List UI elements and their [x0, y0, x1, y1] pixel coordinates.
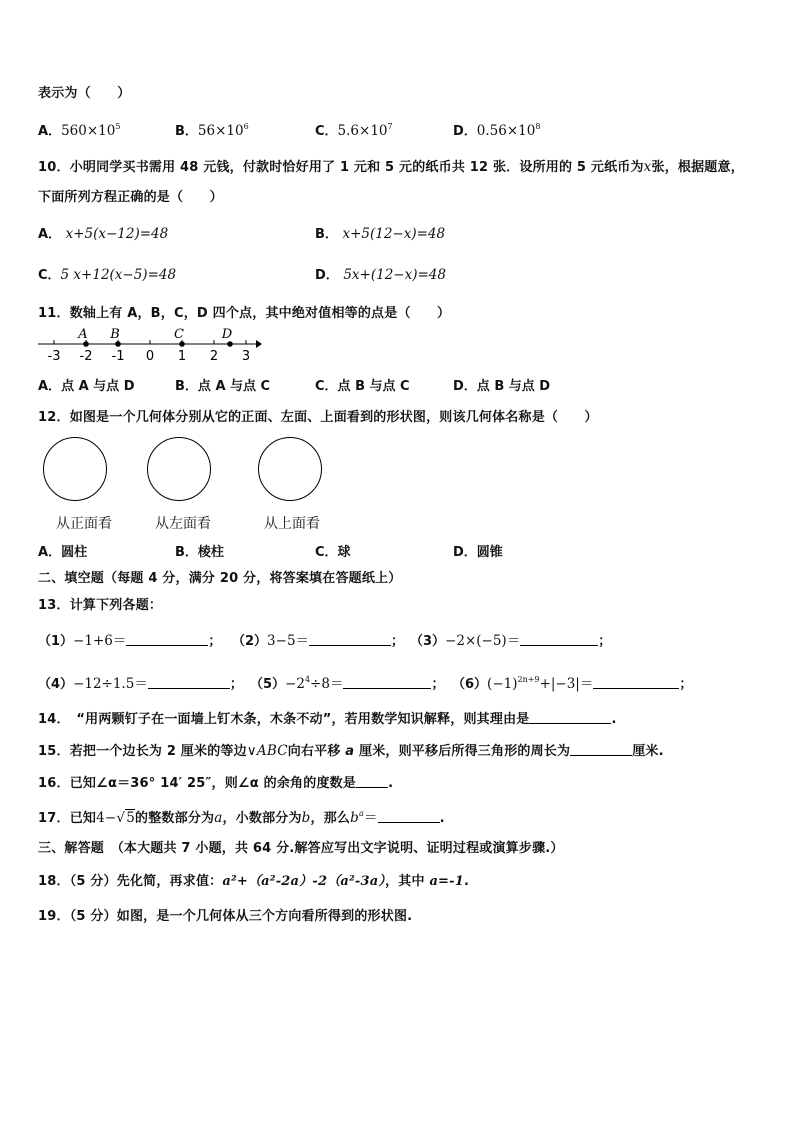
number-line-tick-label: 0 [145, 349, 155, 364]
answer-blank[interactable] [529, 712, 611, 724]
section-2-heading: 二、填空题（每题 4 分，满分 20 分，将答案填在答题纸上） [38, 571, 402, 586]
q12-option-b: B．棱柱 [175, 545, 224, 560]
q11-option-b: B．点 A 与点 C [175, 379, 271, 394]
number-line-point-label: A [78, 327, 88, 342]
q12-option-d: D．圆锥 [453, 545, 503, 560]
answer-blank[interactable] [309, 634, 391, 646]
left-view-circle [147, 437, 211, 501]
q9-stem-tail: 表示为（ ） [38, 86, 131, 101]
number-line [34, 324, 264, 366]
left-view-caption: 从左面看 [155, 516, 211, 532]
front-view-circle [43, 437, 107, 501]
q17: 17．已知4−√5的整数部分为a，小数部分为b，那么$b^a=$ . [38, 809, 445, 826]
q11-option-c: C．点 B 与点 C [315, 379, 410, 394]
q12-option-a: A．圆柱 [38, 545, 88, 560]
q19: 19．（5 分）如图，是一个几何体从三个方向看所得到的形状图. [38, 909, 413, 924]
q13-item-3: （3）−2×(−5)＝ ； [410, 633, 612, 649]
answer-blank[interactable] [343, 677, 431, 689]
q13-item-5: $(5)-2^4\div 8=$ ； [250, 675, 445, 692]
q9-option-d: D．$0.56\times 10^8$ [453, 122, 541, 139]
answer-blank[interactable] [520, 634, 598, 646]
q10-option-d: D． 5x+(12−x)=48 [315, 267, 446, 283]
number-line-tick-label: -3 [47, 349, 61, 364]
q13-item-2: （2）3−5＝ ； [232, 633, 405, 649]
section-3-heading: 三、解答题 （本大题共 7 小题，共 64 分.解答应写出文字说明、证明过程或演算步骤.） [38, 841, 564, 856]
number-line-point-label: C [174, 327, 184, 342]
q10-stem-line1: 10．小明同学买书需用 48 元钱，付款时恰好用了 1 元和 5 元的纸币共 12 张．设所用的 5 元纸币为x张，根据题意， [38, 159, 744, 175]
number-line-tick-label: 2 [209, 349, 219, 364]
q12-option-c: C．球 [315, 545, 351, 560]
top-view-circle [258, 437, 322, 501]
q10-option-c: C．5 x+12(x−5)=48 [38, 267, 177, 283]
q18: 18．（5 分）先化简，再求值：a²+（a²-2a）-2（a²-3a），其中 a=-1. [38, 874, 470, 889]
q13-item-4: （4）−12÷1.5＝ ； [38, 676, 243, 692]
number-line-point-label: B [110, 327, 120, 342]
q9-option-b: B．$56\times 10^6$ [175, 122, 249, 139]
q13-item-1: （1）−1+6＝ ； [38, 633, 222, 649]
answer-blank[interactable] [378, 811, 440, 823]
q12-stem: 12．如图是一个几何体分别从它的正面、左面、上面看到的形状图，则该几何体名称是（ ） [38, 410, 598, 425]
answer-blank[interactable] [593, 677, 679, 689]
number-line-tick-label: -1 [111, 349, 125, 364]
q10-option-a: A． x+5(x−12)=48 [38, 226, 169, 242]
number-line-tick-label: -2 [79, 349, 93, 364]
q15: 15．若把一个边长为 2 厘米的等边∨ABC向右平移 a 厘米，则平移后所得三角形的周长为 厘米. [38, 743, 664, 759]
number-line-point-a [83, 341, 89, 347]
q16: 16．已知∠α＝36° 14′ 25″，则∠α 的余角的度数是 . [38, 776, 394, 791]
front-view-caption: 从正面看 [56, 516, 112, 532]
q9-option-b-value: $56\times 10^6$ [197, 122, 249, 139]
q10-option-b: B． x+5(12−x)=48 [315, 226, 446, 242]
number-line-tick-label: 1 [177, 349, 187, 364]
answer-blank[interactable] [148, 677, 230, 689]
number-line-tick-label: 3 [241, 349, 251, 364]
number-line-point-c [179, 341, 185, 347]
q10-stem-line2: 下面所列方程正确的是（ ） [38, 190, 223, 205]
q9-option-c: C．$5.6\times 10^7$ [315, 122, 393, 139]
q11-option-a: A．点 A 与点 D [38, 379, 135, 394]
q14: 14． “用两颗钉子在一面墙上钉木条，木条不动”，若用数学知识解释，则其理由是 . [38, 712, 617, 727]
q11-stem: 11．数轴上有 A，B，C，D 四个点，其中绝对值相等的点是（ ） [38, 306, 451, 321]
q13-item-6: $(6)(-1)^{2n+9}+|-3|=$ ； [452, 675, 693, 692]
number-line-point-label: D [221, 327, 233, 342]
q9-option-d-value: $0.56\times 10^8$ [476, 122, 541, 139]
number-line-point-d [227, 341, 233, 347]
answer-blank[interactable] [570, 744, 632, 756]
q9-option-a: A．$560\times 10^5$ [38, 122, 121, 139]
q11-option-d: D．点 B 与点 D [453, 379, 551, 394]
answer-blank[interactable] [126, 634, 208, 646]
q13-stem: 13．计算下列各题： [38, 598, 163, 613]
number-line-arrow [256, 340, 262, 348]
answer-blank[interactable] [356, 776, 388, 788]
q9-option-c-value: $5.6\times 10^7$ [337, 122, 393, 139]
top-view-caption: 从上面看 [264, 516, 320, 532]
q9-option-a-value: $560\times 10^5$ [61, 122, 121, 139]
number-line-point-b [115, 341, 121, 347]
